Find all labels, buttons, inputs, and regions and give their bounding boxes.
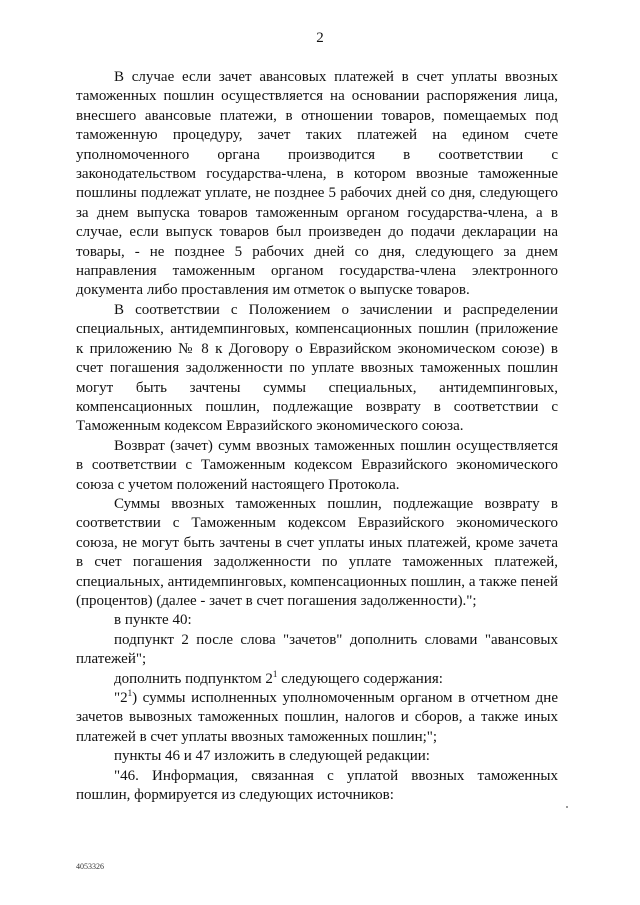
page-number: 2 [316, 30, 324, 46]
add-subpoint-text: дополнить подпунктом 2 [114, 670, 273, 687]
paragraph-46: "46. Информация, связанная с уплатой ввозных таможенных пошлин, формируется из следующих источников: [76, 767, 558, 804]
paragraph-subpoint-2-1 [76, 689, 558, 747]
add-subpoint-tail: следующего содержания: [277, 670, 443, 687]
margin-mark [566, 806, 568, 808]
paragraph-refund: Возврат (зачет) сумм ввозных таможенных пошлин осуществляется в соответствии с Таможенным кодексом Евразийского экономического союза с учетом положений настоящего Протокола. [76, 437, 558, 493]
paragraph-point-40: в пункте 40: [114, 612, 192, 629]
paragraph-points-46-47: пункты 46 и 47 изложить в следующей редакции: [114, 748, 430, 765]
superscript-1-sub: 1 [127, 688, 133, 698]
paragraph-subpoint-2: подпункт 2 после слова "зачетов" дополнить словами "авансовых платежей"; [76, 631, 558, 668]
paragraph-refund-amounts: Суммы ввозных таможенных пошлин, подлежащие возврату в соответствии с Таможенным кодексом Евразийского экономического союза, не могут быть зачтены в счет уплаты иных платежей, кроме зачета в счет погашения задолженности по уплате таможенных платежей, специальных, антидемпинговых, компенсационных пошлин, а также пеней (процентов) (далее - зачет в счет погашения задолженности)."; [76, 495, 558, 609]
superscript-1: 1 [272, 668, 278, 679]
subpoint-2-1-lead: "2 [114, 690, 128, 706]
document-body [76, 68, 558, 805]
paragraph-add-subpoint [76, 670, 558, 689]
subpoint-2-1-text: ) суммы исполненных уполномоченным органом в отчетном дне зачетов вывозных таможенных пошлин, налогов и сборов, а также иных платежей в счет уплаты ввозных таможенных пошлин;"; [76, 690, 558, 745]
document-id: 4053326 [76, 862, 104, 871]
paragraph-special-duties: В соответствии с Положением о зачислении и распределении специальных, антидемпинговых, компенсационных пошлин (приложение к приложению № 8 к Договору о Евразийском экономическом союзе) в счет погашения задолженности по уплате ввозных таможенных пошлин могут быть зачтены суммы специальных, антидемпинговых, компенсационных пошлин, подлежащие возврату в соответствии с Таможенным кодексом Евразийского экономического союза. [76, 301, 558, 435]
paragraph-advance-payments: В случае если зачет авансовых платежей в счет уплаты ввозных таможенных пошлин осуществляется на основании распоряжения лица, внесшего авансовые платежи, в отношении товаров, помещаемых под таможенную процедуру, зачет таких платежей на едином счете уполномоченного органа производится в соответствии с законодательством государства-члена, в котором ввозные таможенные пошлины подлежат уплате, не позднее 5 рабочих дней со дня, следующего за днем выпуска товаров таможенным органом государства-члена, а в случае, если выпуск товаров был произведен до подачи декларации на товары, - не позднее 5 рабочих дней со дня, следующего за днем направления таможенным органом государства-члена электронного документа либо проставления им отметок о выпуске товаров. [76, 69, 558, 299]
